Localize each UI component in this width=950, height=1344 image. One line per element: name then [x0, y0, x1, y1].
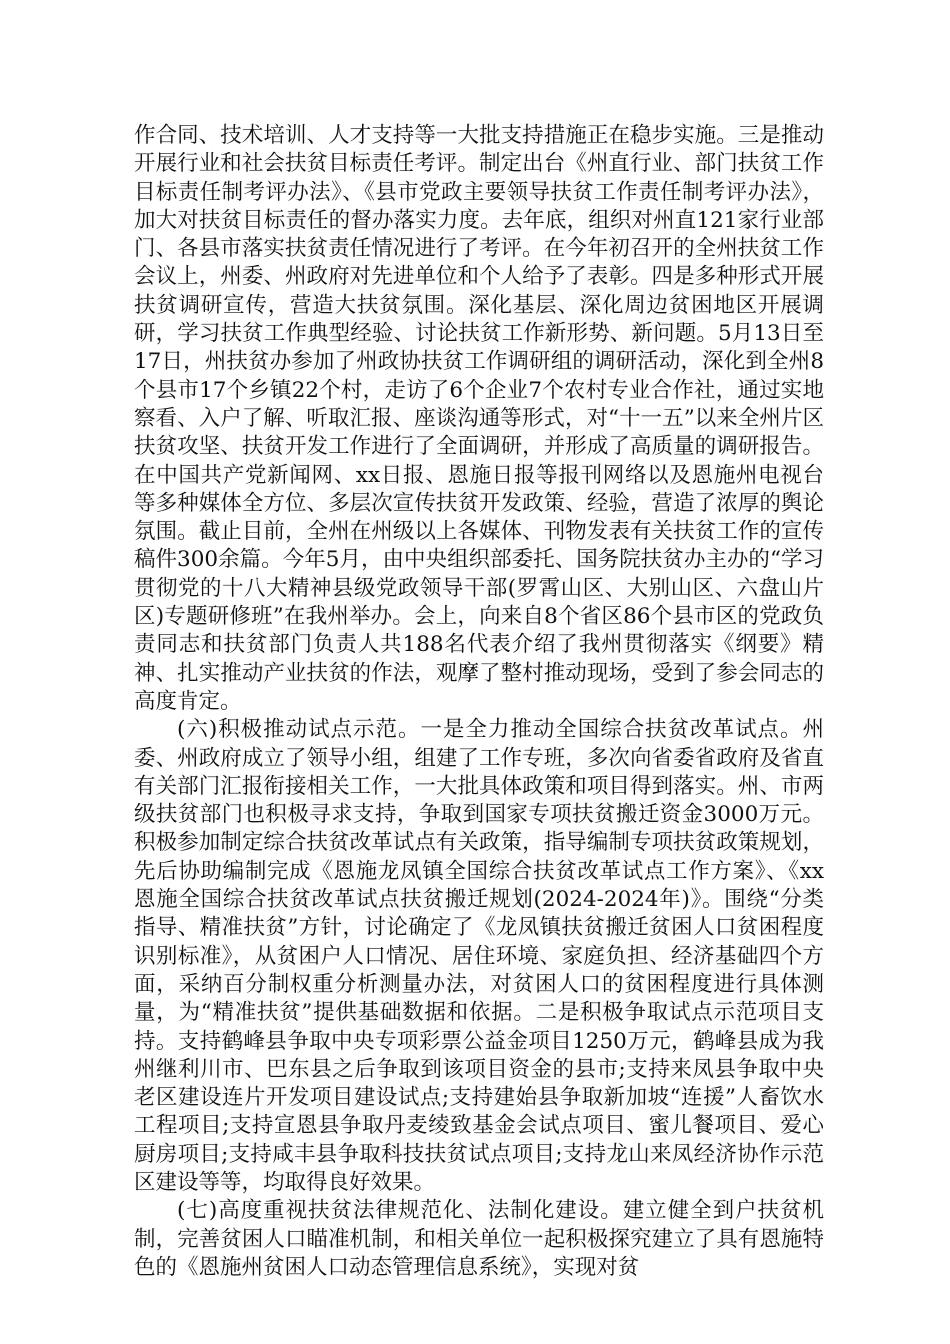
paragraph-section-6: (六)积极推动试点示范。一是全力推动全国综合扶贫改革试点。州委、州政府成立了领导小组，组建了工作专班，多次向省委省政府及省直有关部门汇报衔接相关工作，一大批具体政策和项目得到落实。州、市两级扶贫部门也积极寻求支持，争取到国家专项扶贫搬迁资金3000万元。积极参加制定综合扶贫改革试点有关政策，指导编制专项扶贫政策规划，先后协助编制完成《恩施龙凤镇全国综合扶贫改革试点工作方案》、《xx恩施全国综合扶贫改革试点扶贫搬迁规划(2024-2024年)》。围绕“分类指导、精准扶贫”方针，讨论确定了《龙凤镇扶贫搬迁贫困人口贫困程度识别标准》，从贫困户人口情况、居住环境、家庭负担、经济基础四个方面，采纳百分制权重分析测量办法，对贫困人口的贫困程度进行具体测量，为“精准扶贫”提供基础数据和依据。二是积极争取试点示范项目支持。支持鹤峰县争取中央专项彩票公益金项目1250万元，鹤峰县成为我州继利川市、巴东县之后争取到该项目资金的县市;支持来凤县争取中央老区建设连片开发项目建设试点;支持建始县争取新加坡“连援”人畜饮水工程项目;支持宣恩县争取丹麦绫致基金会试点项目、蜜儿餐项目、爱心厨房项目;支持咸丰县争取科技扶贫试点项目;支持龙山来凤经济协作示范区建设等等，均取得良好效果。	[134, 717, 824, 1195]
paragraph-continuation: 作合同、技术培训、人才支持等一大批支持措施正在稳步实施。三是推动开展行业和社会扶贫目标责任考评。制定出台《州直行业、部门扶贫工作目标责任制考评办法》、《县市党政主要领导扶贫工作责任制考评办法》，加大对扶贫目标责任的督办落实力度。去年底，组织对州直121家行业部门、各县市落实扶贫责任情况进行了考评。在今年初召开的全州扶贫工作会议上，州委、州政府对先进单位和个人给予了表彰。四是多种形式开展扶贫调研宣传，营造大扶贫氛围。深化基层、深化周边贫困地区开展调研，学习扶贫工作典型经验、讨论扶贫工作新形势、新问题。5月13日至17日，州扶贫办参加了州政协扶贫工作调研组的调研活动，深化到全州8个县市17个乡镇22个村，走访了6个企业7个农村专业合作社，通过实地察看、入户了解、听取汇报、座谈沟通等形式，对“十一五”以来全州片区扶贫攻坚、扶贫开发工作进行了全面调研，并形成了高质量的调研报告。在中国共产党新闻网、xx日报、恩施日报等报刊网络以及恩施州电视台等多种媒体全方位、多层次宣传扶贫开发政策、经验，营造了浓厚的舆论氛围。截止目前，全州在州级以上各媒体、刊物发表有关扶贫工作的宣传稿件300余篇。今年5月，由中央组织部委托、国务院扶贫办主办的“学习贯彻党的十八大精神县级党政领导干部(罗霄山区、大别山区、六盘山片区)专题研修班”在我州举办。会上，向来自8个省区86个县市区的党政负责同志和扶贫部门负责人共188名代表介绍了我州贯彻落实《纲要》精神、扎实推动产业扶贫的作法，观摩了整村推动现场，受到了参会同志的高度肯定。	[134, 123, 824, 714]
document-body	[134, 122, 824, 1282]
paragraph-section-7: (七)高度重视扶贫法律规范化、法制化建设。建立健全到户扶贫机制，完善贫困人口瞄准机制，和相关单位一起积极探究建立了具有恩施特色的《恩施州贫困人口动态管理信息系统》，实现对贫	[134, 1198, 824, 1280]
